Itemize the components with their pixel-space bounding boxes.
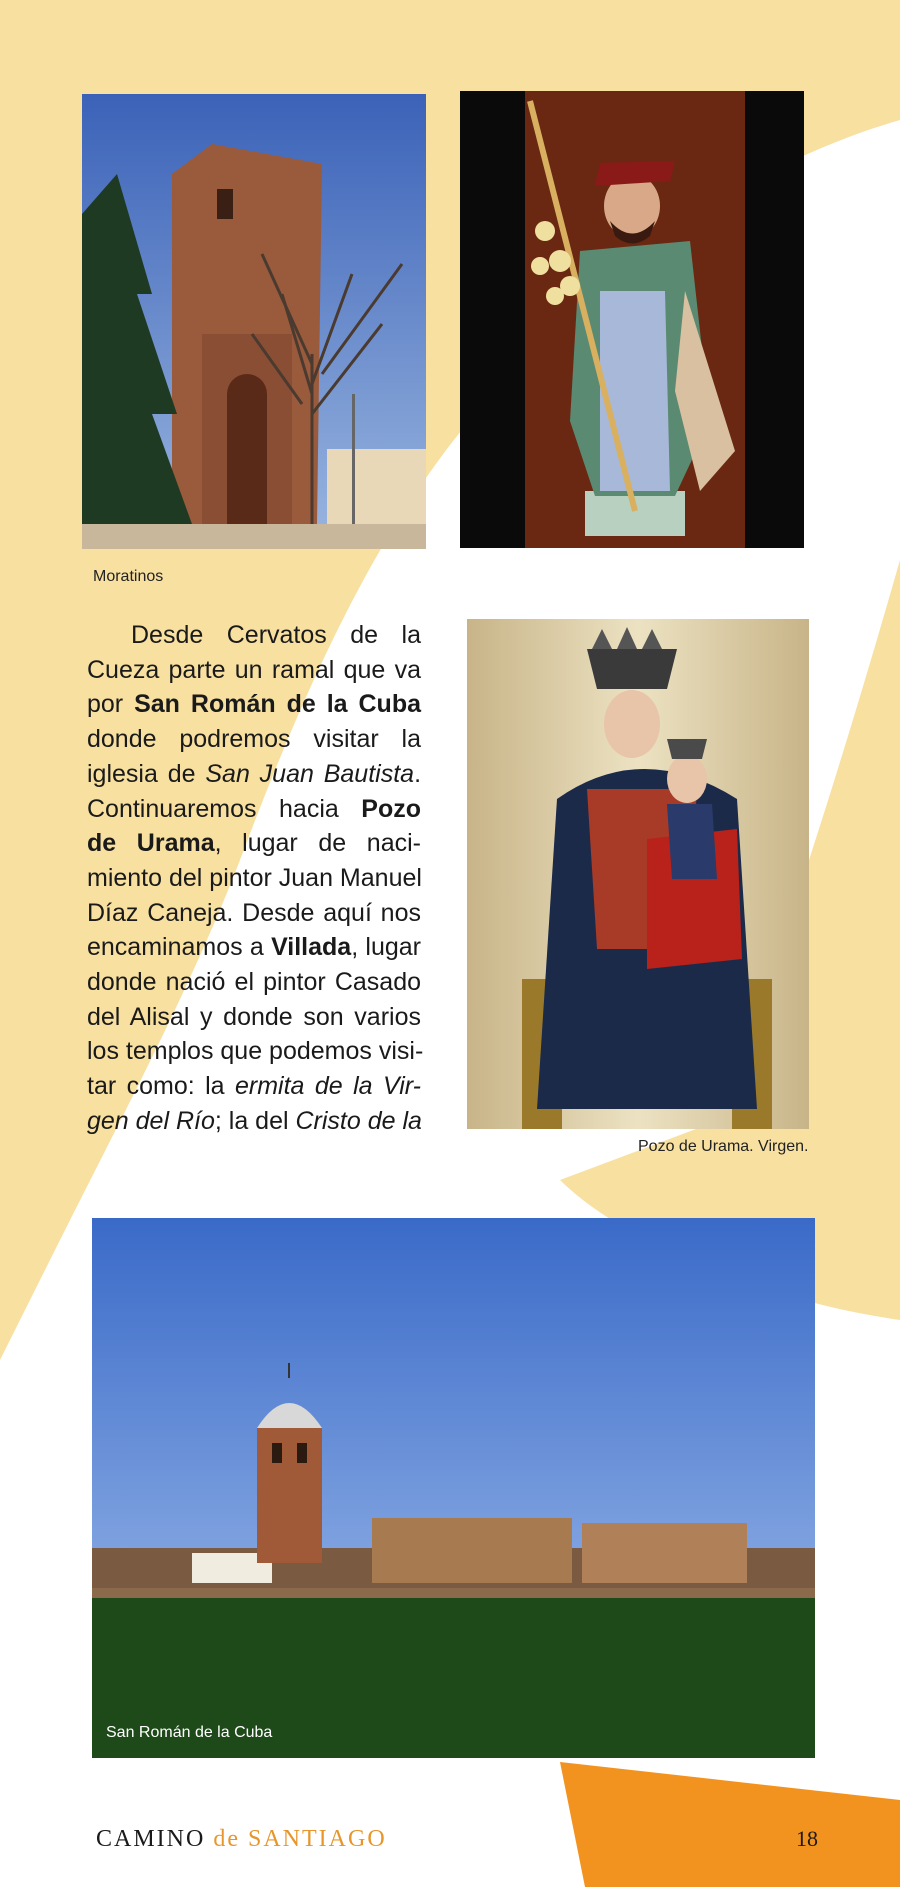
body-text-segment: , lugar xyxy=(351,933,421,962)
body-line xyxy=(87,896,421,931)
body-line xyxy=(87,653,421,688)
body-line xyxy=(87,722,421,757)
body-text-segment: Continuaremos hacia xyxy=(87,794,362,823)
body-text-segment: Desde Cervatos de la xyxy=(131,621,421,649)
body-line xyxy=(87,1069,421,1104)
body-text-segment: . xyxy=(414,759,422,788)
body-line xyxy=(87,965,421,1000)
body-text-segment: miento del pintor Juan Manuel xyxy=(87,863,422,892)
body-text-segment: San Juan Bautista xyxy=(205,759,415,788)
body-text-segment: del Alisal y donde son varios xyxy=(87,1002,421,1031)
body-text-segment: gen del Río xyxy=(87,1106,215,1135)
body-text-segment: San Román de la Cuba xyxy=(134,690,421,719)
body-text-segment: donde nació el pintor Casado xyxy=(87,968,421,997)
body-text-segment: por xyxy=(87,690,135,719)
body-text-segment: , lugar de naci- xyxy=(214,829,421,858)
page-number: 18 xyxy=(796,1826,818,1851)
virgin-statue-photo xyxy=(467,619,809,1129)
body-text-segment: ; la del xyxy=(214,1106,296,1135)
body-text-segment: ermita de la Vir- xyxy=(235,1072,421,1101)
body-line xyxy=(87,930,421,965)
body-text-segment: tar como: la xyxy=(87,1072,235,1101)
footer-title xyxy=(96,1826,387,1853)
body-text-segment: donde podremos visitar la xyxy=(87,725,421,754)
body-line xyxy=(87,757,421,792)
body-text-segment: Pozo xyxy=(361,794,421,823)
san-roman-caption: San Román de la Cuba xyxy=(106,1724,273,1741)
body-text xyxy=(87,618,424,1139)
body-text-segment: Cueza parte un ramal que va xyxy=(87,655,421,684)
san-roman-landscape-photo xyxy=(92,1218,815,1758)
body-line xyxy=(87,1104,421,1139)
body-line xyxy=(87,826,421,861)
moratinos-church-photo xyxy=(82,94,426,549)
body-text-segment: Cristo de la xyxy=(295,1106,422,1135)
footer-de: de xyxy=(213,1826,240,1852)
body-text-segment: Villada xyxy=(271,933,352,962)
body-line xyxy=(87,1000,421,1035)
footer-santiago: SANTIAGO xyxy=(248,1826,387,1852)
moratinos-caption: Moratinos xyxy=(93,568,164,585)
body-line xyxy=(87,861,421,896)
body-line xyxy=(87,1034,424,1069)
body-text-segment: iglesia de xyxy=(87,759,206,788)
pozo-caption: Pozo de Urama. Virgen. xyxy=(638,1138,809,1155)
body-text-segment: de Urama xyxy=(87,829,215,858)
body-line xyxy=(87,618,421,653)
footer-camino: CAMINO xyxy=(96,1826,206,1852)
body-line xyxy=(87,687,421,722)
body-line xyxy=(87,792,421,827)
body-text-segment: los templos que podemos visi- xyxy=(87,1037,424,1066)
body-text-segment: Díaz Caneja. Desde aquí nos xyxy=(87,898,421,927)
saint-statue-photo xyxy=(460,91,804,548)
body-text-segment: encaminamos a xyxy=(87,933,272,962)
